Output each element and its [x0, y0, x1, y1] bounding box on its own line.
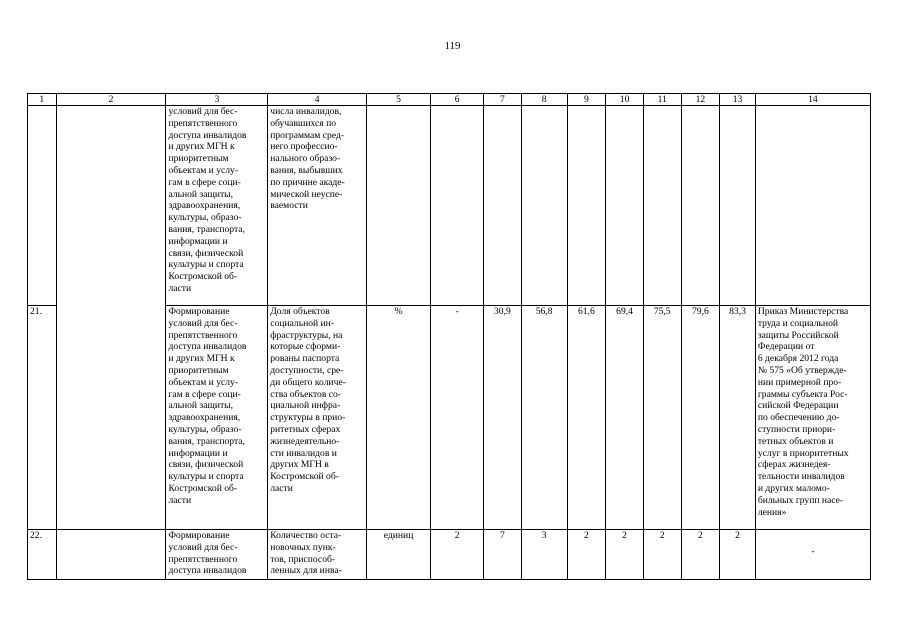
- cell-text-line: здравоохранения,: [168, 200, 241, 212]
- cell-text-line: информации и: [168, 235, 228, 247]
- value-cell: 7: [484, 530, 522, 580]
- cell-text-line: ласти: [168, 282, 192, 294]
- cell-text-line: гам в сфере соци-: [168, 388, 241, 400]
- empty-merged-cell: [56, 106, 166, 530]
- value-cell: 3: [521, 530, 567, 580]
- cell-text-line: и других МГН к: [168, 353, 235, 365]
- cell-text-line: условий для бес-: [168, 106, 238, 117]
- cell-text-line: тельности инвалидов: [757, 471, 845, 483]
- cell-text-line: культуры и спорта: [168, 259, 244, 271]
- value-cell: 56,8: [521, 306, 567, 530]
- cell-text-line: циальной инфра-: [270, 400, 341, 412]
- value-cell: [567, 106, 606, 306]
- value-cell: 61,6: [567, 306, 606, 530]
- value-cell: 2: [606, 530, 644, 580]
- column-header: 3: [166, 94, 268, 106]
- cell-text-line: которые сформи-: [270, 341, 341, 353]
- value-cell: -: [431, 306, 484, 530]
- unit-cell: %: [367, 306, 431, 530]
- table-row: [28, 106, 871, 306]
- cell-text-line: сферах жизнедея-: [757, 459, 831, 471]
- column-header: 5: [367, 94, 431, 106]
- value-cell: 2: [431, 530, 484, 580]
- cell-text-line: ритетных сферах: [270, 423, 341, 435]
- cell-text-line: культуры, образо-: [168, 423, 242, 435]
- cell-text-line: Формирование: [168, 530, 230, 541]
- cell-text-line: ди общего количе-: [270, 376, 346, 388]
- cell-text-line: рованы паспорта: [270, 353, 340, 365]
- value-cell: 69,4: [606, 306, 644, 530]
- cell-text-line: препятственного: [168, 117, 238, 129]
- column-header: 10: [606, 94, 644, 106]
- cell-text-line: альной защиты,: [168, 400, 234, 412]
- cell-text-line: нального образо-: [270, 153, 341, 165]
- row-number: 22.: [28, 530, 57, 580]
- value-cell: [431, 106, 484, 306]
- column-header: 11: [643, 94, 681, 106]
- value-cell: 2: [681, 530, 720, 580]
- cell-text-line: Количество оста-: [270, 530, 342, 541]
- cell-text-line: новочных пунк-: [270, 541, 336, 553]
- basis-cell: [755, 106, 870, 306]
- cell-text-line: доступа инвалидов: [168, 129, 247, 141]
- column-header: 7: [484, 94, 522, 106]
- cell-text-line: ленных для инва-: [270, 565, 342, 577]
- value-cell: 75,5: [643, 306, 681, 530]
- cell-text-line: обучавшихся по: [270, 117, 337, 129]
- cell-text-line: препятственного: [168, 553, 238, 565]
- value-cell: [720, 106, 756, 306]
- column-header: 6: [431, 94, 484, 106]
- goal-cell: [166, 106, 268, 306]
- cell-text-line: него профессио-: [270, 141, 338, 153]
- cell-text-line: условий для бес-: [168, 317, 238, 329]
- cell-text-line: граммы субъекта Рос-: [757, 388, 848, 400]
- column-number-row: [28, 94, 871, 106]
- unit-cell: единиц: [367, 530, 431, 580]
- cell-text-line: № 575 «Об утвержде-: [757, 364, 847, 376]
- cell-text-line: вания, транспорта,: [168, 435, 245, 447]
- cell-text-line: структуры в прио-: [270, 412, 346, 424]
- column-header: 2: [56, 94, 166, 106]
- cell-text-line: Федерации от: [757, 341, 815, 353]
- cell-text-line: информации и: [168, 447, 228, 459]
- cell-text-line: бильных групп насе-: [757, 494, 844, 506]
- cell-text-line: Формирование: [168, 306, 230, 317]
- indicator-cell: [268, 106, 367, 306]
- cell-text-line: тетных объектов и: [757, 435, 834, 447]
- cell-text-line: здравоохранения,: [168, 412, 241, 424]
- cell-text-line: доступа инвалидов: [168, 565, 247, 577]
- cell-text-line: по обеспечению до-: [757, 412, 840, 424]
- cell-text-line: других МГН в: [270, 459, 329, 471]
- cell-text-line: объектам и услу-: [168, 164, 239, 176]
- cell-text-line: фраструктуры, на: [270, 329, 343, 341]
- cell-text-line: ления»: [757, 506, 787, 518]
- value-cell: 2: [567, 530, 606, 580]
- cell-text-line: Костромской об-: [168, 482, 238, 494]
- empty-cell: [56, 530, 166, 580]
- cell-text-line: доступности, сре-: [270, 364, 344, 376]
- value-cell: [643, 106, 681, 306]
- value-cell: [606, 106, 644, 306]
- cell-text-line: культуры и спорта: [168, 471, 244, 483]
- cell-text-line: ваемости: [270, 200, 308, 212]
- indicators-table: [27, 93, 871, 580]
- row-number: [28, 106, 57, 306]
- cell-text-line: социальной ин-: [270, 317, 335, 329]
- cell-text-line: защиты Российской: [757, 329, 839, 341]
- value-cell: [484, 106, 522, 306]
- cell-text-line: приоритетным: [168, 364, 229, 376]
- column-header: 1: [28, 94, 57, 106]
- cell-text-line: гам в сфере соци-: [168, 176, 241, 188]
- cell-text-line: вания, выбывших: [270, 164, 343, 176]
- cell-text-line: программам сред-: [270, 129, 345, 141]
- cell-text-line: по причине акаде-: [270, 176, 345, 188]
- cell-text-line: доступа инвалидов: [168, 341, 247, 353]
- cell-text-line: труда и социальной: [757, 317, 838, 329]
- cell-text-line: условий для бес-: [168, 541, 238, 553]
- cell-text-line: тов, приспособ-: [270, 553, 336, 565]
- cell-text-line: мической неуспе-: [270, 188, 343, 200]
- goal-cell: [166, 306, 268, 530]
- page-number: 119: [444, 40, 461, 52]
- cell-text-line: услуг в приоритетных: [757, 447, 849, 459]
- unit-cell: [367, 106, 431, 306]
- value-cell: [521, 106, 567, 306]
- value-cell: [681, 106, 720, 306]
- cell-text-line: альной защиты,: [168, 188, 234, 200]
- cell-text-line: вания, транспорта,: [168, 223, 245, 235]
- cell-text-line: связи, физической: [168, 459, 244, 471]
- cell-text-line: нии примерной про-: [757, 376, 842, 388]
- value-cell: 79,6: [681, 306, 720, 530]
- basis-cell: [755, 306, 870, 530]
- column-header: 9: [567, 94, 606, 106]
- indicator-cell: [268, 530, 367, 580]
- goal-cell: [166, 530, 268, 580]
- cell-text-line: 6 декабря 2012 года: [757, 353, 839, 365]
- cell-text-line: сти инвалидов и: [270, 447, 337, 459]
- cell-text-line: объектам и услу-: [168, 376, 239, 388]
- cell-text-line: числа инвалидов,: [270, 106, 342, 117]
- cell-text-line: препятственного: [168, 329, 238, 341]
- indicator-cell: [268, 306, 367, 530]
- cell-text-line: и других маломо-: [757, 482, 830, 494]
- value-cell: 2: [643, 530, 681, 580]
- basis-dash: -: [811, 546, 815, 557]
- cell-text-line: ласти: [270, 482, 293, 494]
- cell-text-line: культуры, образо-: [168, 212, 242, 224]
- column-header: 14: [755, 94, 870, 106]
- cell-text-line: Костромской об-: [270, 471, 339, 483]
- row-number: 21.: [28, 306, 57, 530]
- cell-text-line: Приказ Министерства: [757, 306, 849, 317]
- column-header: 13: [720, 94, 756, 106]
- value-cell: 30,9: [484, 306, 522, 530]
- cell-text-line: связи, физической: [168, 247, 244, 259]
- value-cell: 2: [720, 530, 756, 580]
- cell-text-line: приоритетным: [168, 153, 229, 165]
- cell-text-line: ступности приори-: [757, 423, 836, 435]
- cell-text-line: сийской Федерации: [757, 400, 839, 412]
- cell-text-line: жизнедеятельно-: [270, 435, 340, 447]
- cell-text-line: ласти: [168, 494, 192, 506]
- cell-text-line: Костромской об-: [168, 271, 238, 283]
- basis-cell: [755, 530, 870, 580]
- cell-text-line: и других МГН к: [168, 141, 235, 153]
- cell-text-line: ства объектов со-: [270, 388, 341, 400]
- cell-text-line: Доля объектов: [270, 306, 330, 317]
- column-header: 12: [681, 94, 720, 106]
- column-header: 8: [521, 94, 567, 106]
- value-cell: 83,3: [720, 306, 756, 530]
- column-header: 4: [268, 94, 367, 106]
- table-row: [28, 530, 871, 580]
